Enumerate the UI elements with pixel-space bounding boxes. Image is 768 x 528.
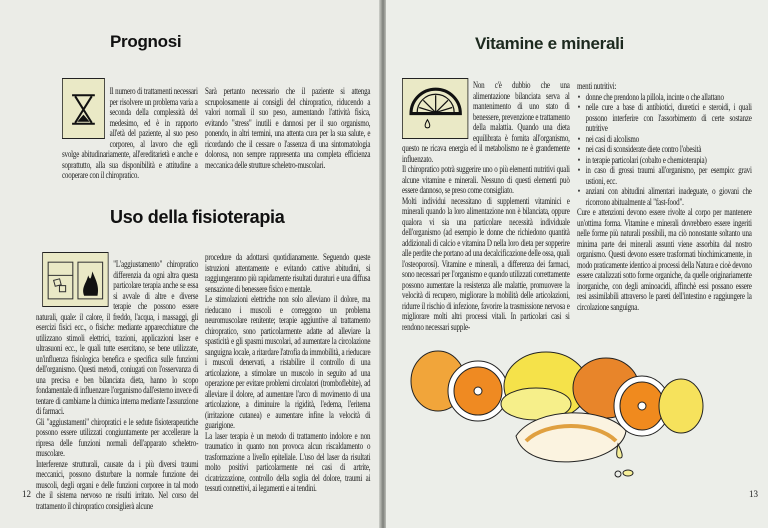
vitamine-section — [402, 78, 752, 332]
fisioterapia-paragraph: La laser terapia è un metodo di trattamento indolore e non traumatico in quanto non provoca alcun riscaldamento o trasformazione a livello epiteliale. L'uso del laser da risultati molto positivi particolarmente nei casi di artrite, cicatrizzazione, controllo della soglia del dolore, traumi ai tessuti connettivi, ai legamenti e ai tendini. — [205, 430, 371, 493]
section-title-vitamine: Vitamine e minerali — [475, 34, 624, 53]
flame-icon — [78, 262, 103, 299]
section-title-prognosi: Prognosi — [110, 32, 182, 51]
vitamine-column-2 — [577, 81, 752, 312]
right-page — [386, 0, 768, 528]
right-page-content — [402, 33, 752, 486]
hourglass-icon — [62, 78, 105, 139]
fisioterapia-column-1 — [36, 252, 198, 511]
fisioterapia-section — [36, 252, 370, 511]
list-item: • in caso di grossi traumi all'organismo, per esempio: gravi ustioni, ecc. — [586, 165, 752, 186]
fisioterapia-paragraph: Gli "aggiustamenti" chiropratici e le sedute fisioterapeutiche possono essere utilizzati congiuntamente per accellerare la ripresa delle funzioni normali dell'apparato scheletro-muscolare. — [36, 416, 199, 458]
list-item: • donne che prendono la pillola, incinte o che allattano — [586, 92, 752, 103]
fisioterapia-paragraph: Le stimolazioni elettriche non solo alleviano il dolore, ma rieducano i muscoli e correggono un problema neuromuscolare renitente; terapie aggiuntive al trattamento chiropratico, sono particolarmente adatte ad alleviare la spasticità e gli spasmi muscolari, ad aumentare la circolazione sanguigna locale, a ritardare l'atrofia da immobilità, a rieducare i muscoli denervati, a ristabilire il controllo di una articolazione, a stimolare un muscolo in seguito ad una operazione per evitare problemi circolatori (tromboflebite), ad alleviare il dolore, ad aumentare l'arco di movimento di una articolazione, a diminuire la rigidità, l'edema, l'eritema (irritazione cutanea) e aumentare infine la velocità di guarigione. — [205, 294, 371, 430]
page-number: 13 — [749, 489, 758, 499]
list-item: • nei casi di sconsiderate diete contro l'obesità — [586, 144, 752, 155]
citrus-slice-drop-icon — [402, 78, 468, 139]
therapy-icon-box — [42, 252, 108, 307]
list-item: • in terapie particolari (cobalto e chemioterapia) — [586, 155, 752, 166]
prognosi-column-2 — [205, 86, 370, 170]
vitamine-paragraph: Molti individui necessitano di supplementi vitaminici e minerali quando la loro alimentazione non è bilanciata, oppure qualora vi sia una particolare necessità individuale dell'organismo (ad esempio le donne che richiedono quantità addizionali di calcio e vitamina D nella loro dieta per sopperire alle perdite che portano ad una decalcificazione delle ossa, quali l'osteoporosi). Vitamine e minerali, a differenza dei farmaci, sono necessari per l'organismo e quando utilizzati correttamente possono aumentare la resistenza alle malattie, promuovere la velocità di recupero, migliorare la mobilità delle articolazioni, ridurre il rischio di infezione, favorire la trasmissione nervosa e migliorare molti altri processi vitali. In particolari casi si rendono necessari supple- — [402, 195, 570, 332]
nutrient-needs-list — [577, 92, 752, 208]
citrus-fruits-illustration — [406, 346, 706, 486]
fisioterapia-paragraph: "L'aggiustamento" chiropratico differenzia da ogni altra questa particolare terapia anche se essa si avvale di altre e diverse terapie che possono essere naturali, quale: il calore, il freddo, l'acqua, i massaggi, gli esercizi fisici ecc., o fisiche: mediante apparecchiature che utilizzano stimoli elettrici, trazioni, applicazioni laser e ultrasuoni ecc., le quali tutte esercitano, se bene utilizzate, un'influenza fisiologica benefica e specifica sulle funzioni dell'organismo. Questi metodi, coniugati con l'osservanza di una precisa e ben bilanciata dieta, hanno lo scopo fondamentale di influenzare l'organismo dall'esterno invece di tentare di cambiarne la chimica interna mediante l'assunzione di farmaci. — [36, 259, 199, 416]
vitamine-paragraph: Non c'è dubbio che una alimentazione bilanciata serva al mantenimento di uno stato di benessere, prevenzione e trattamento della malattia. Quando una dieta equilibrata è fornita all'organismo, questo ne ricava energia ed il metabolismo ne è grandemente influenzato. — [402, 80, 570, 164]
section-title-fisioterapia: Uso della fisioterapia — [110, 207, 285, 227]
left-page-content — [36, 31, 370, 511]
list-item: • nei casi di alcolismo — [586, 134, 752, 145]
vitamine-column-1 — [402, 78, 570, 332]
ice-cubes-icon — [48, 262, 73, 299]
list-item: • nelle cure a base di antibiotici, diuretici e steroidi, i quali possono interferire con l'assorbimento di certe sostanze nutritive — [586, 102, 752, 134]
fisioterapia-column-2 — [205, 252, 370, 494]
page-number: 12 — [22, 489, 31, 499]
prognosi-paragraph: Il numero di trattamenti necessari per risolvere un problema varia a seconda della complessità del medesimo, ed è in rapporto all'età del paziente, al suo peso corporeo, al lavoro che egli svolge abitudinariamente, all'ereditarietà e anche e soprattutto, alla sua disponibilità e attitudine a cooperare con il chiropratico. — [62, 86, 198, 180]
prognosi-column-1 — [62, 78, 198, 181]
fisioterapia-paragraph: Interferenze strutturali, causate da i più diversi traumi meccanici, possono disturbare la normale funzione dei muscoli, degli organi e delle funzioni corporee in tal modo che il sistema nervoso ne risulti irritato. Nel corso del trattamento il chiropratico consiglierà alcune — [36, 458, 199, 511]
vitamine-paragraph: Cure e attenzioni devono essere rivolte al corpo per mantenere un'ottima forma. Vitamine e minerali dovrebbero essere ingeriti nelle forme più naturali possibili, ma ciò nonostante soltanto una minima parte dei minerali assunti viene assorbita dal nostro organismo. Questi devono essere trasformati biochimicamente, in modo praticamente identico ai processi della Natura e cioè devono essere catalizzati sotto forme organiche, da quelle originariamente inorganiche, con degli aminoacidi, affinchè essi possano essere resi assimilabili attraverso le pareti dell'intestino e raggiungere la circolazione sanguigna. — [577, 207, 752, 312]
list-item: • anziani con abitudini alimentari inadeguate, o giovani che ricorrono abitualmente al "fast-food". — [586, 186, 752, 207]
left-page — [0, 0, 381, 528]
vitamine-paragraph: Il chiropratico potrà suggerire uno o più elementi nutritivi quali alcune vitamine e minerali. Nessuno di questi elementi può essere dannoso, se preso come consigliato. — [402, 164, 570, 195]
prognosi-section — [36, 78, 370, 200]
vitamine-intro: menti nutritivi: — [577, 81, 617, 91]
prognosi-paragraph: Sarà pertanto necessario che il paziente si attenga scrupolosamente ai consigli del chiropratico, riducendo a valori normali il suo peso, aumentando l'attività fisica, evitando "stress" inutili e dannosi per il suo organismo, ponendo, in altri termini, una attenta cura per la sua salute, e ricordando che il cessare o l'assenza di una sintomatologia dolorosa, non sempre rappresenta una completa efficienza meccanica delle strutture scheletro-muscolari. — [205, 86, 371, 170]
fisioterapia-paragraph: procedure da adottarsi quotidianamente. Seguendo queste istruzioni attentamente e evitando cattive abitudini, si raggiungeranno più rapidamente risultati duraturi e una diffusa sensazione di benessere fisico e mentale. — [205, 252, 371, 294]
